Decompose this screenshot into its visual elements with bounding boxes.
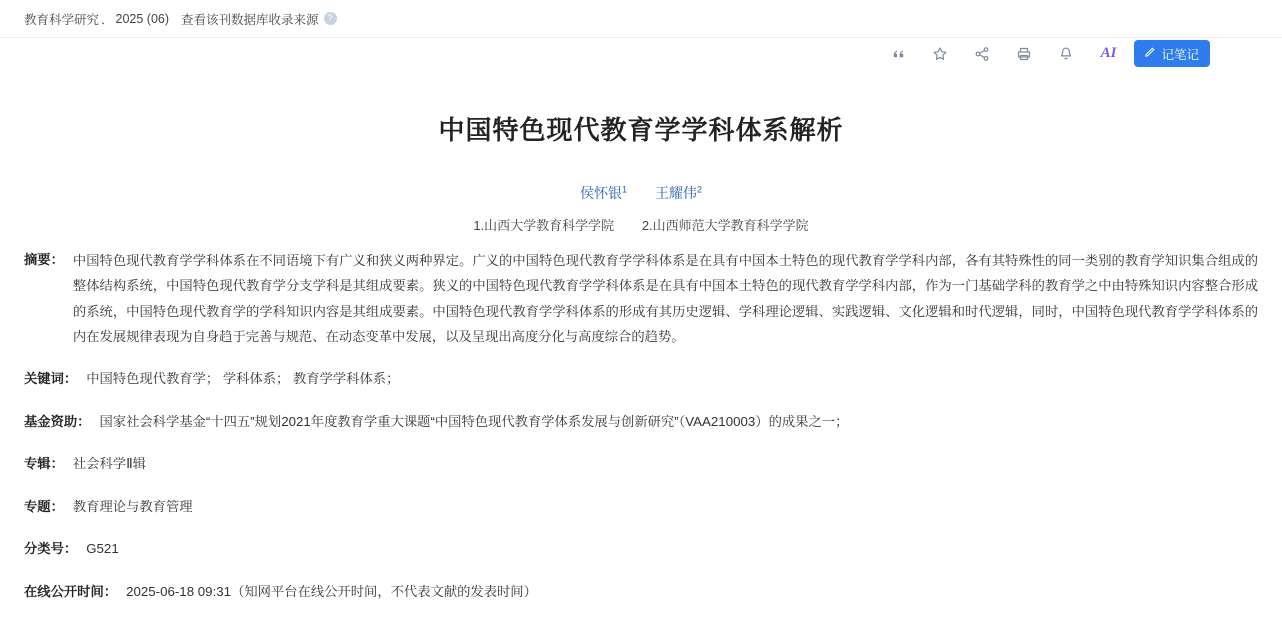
funding-label: 基金资助： xyxy=(24,413,91,429)
print-icon[interactable] xyxy=(1008,41,1040,67)
author-list xyxy=(0,183,1282,203)
collection-row xyxy=(24,452,1258,477)
classification-row xyxy=(24,537,1258,562)
collection-label: 专辑： xyxy=(24,456,64,472)
classification-text[interactable]: G521 xyxy=(86,541,119,557)
affiliation-1[interactable]: 1.山西大学教育科学学院 xyxy=(473,218,615,233)
funding-text[interactable]: 国家社会科学基金“十四五”规划2021年度教育学重大课题“中国特色现代教育学体系发展与创新研究”（VAA210003）的成果之一； xyxy=(99,413,849,429)
topic-row xyxy=(24,495,1258,520)
star-icon[interactable] xyxy=(924,41,956,67)
article-toolbar xyxy=(882,40,1210,67)
publish-time-label: 在线公开时间： xyxy=(24,583,118,599)
author-2[interactable]: 王耀伟$^2$ xyxy=(654,184,702,201)
author-1[interactable]: 侯怀银$^1$ xyxy=(580,184,628,201)
breadcrumb xyxy=(0,0,1282,38)
author-2-sup: 2 xyxy=(696,184,702,195)
topic-label: 专题： xyxy=(24,498,64,514)
keywords-label: 关键词： xyxy=(24,371,78,386)
abstract-text: 中国特色现代教育学学科体系在不同语境下有广义和狭义两种界定。广义的中国特色现代教育学学科体系是在具有中国本土特色的现代教育学学科内部，各有其特殊性的同一类别的教育学知识集合组成的整体结构系统，中国特色现代教育学分支学科是其组成要素。狭义的中国特色现代教育学学科体系是在具有中国本土特色的现代教育学学科内部，作为一门基础学科的教育学之中由特殊知识内容整合形成的系统，中国特色现代教育学的学科知识内容是其组成要素。中国特色现代教育学学科体系的形成有其历史逻辑、学科理论逻辑、实践逻辑、文化逻辑和时代逻辑，同时，中国特色现代教育学学科体系的内在发展规律表现为自身趋于完善与规范、在动态变革中发展，以及呈现出高度分化与高度综合的趋势。 xyxy=(72,253,1258,344)
quote-icon[interactable] xyxy=(882,41,914,67)
page-title: 中国特色现代教育学学科体系解析 xyxy=(438,115,844,145)
breadcrumb-issue[interactable]: 2025 (06) xyxy=(115,11,170,26)
ai-assistant-button[interactable]: AI xyxy=(1100,45,1117,61)
take-note-button[interactable] xyxy=(1134,40,1210,67)
collection-text[interactable]: 社会科学Ⅱ辑 xyxy=(72,456,146,472)
classification-label: 分类号： xyxy=(24,541,78,557)
abstract-label: 摘要： xyxy=(24,252,64,267)
bell-icon[interactable] xyxy=(1050,41,1082,67)
topic-text[interactable]: 教育理论与教育管理 xyxy=(72,498,193,514)
breadcrumb-separator: ． xyxy=(101,12,114,27)
abstract-row xyxy=(24,248,1258,349)
affiliation-2[interactable]: 2.山西师范大学教育科学学院 xyxy=(641,218,809,233)
share-icon[interactable] xyxy=(966,41,998,67)
database-source-link[interactable]: 查看该刊数据库收录来源 xyxy=(181,12,319,27)
publish-time-row xyxy=(24,580,1258,605)
publish-time-text: 2025-06-18 09:31（知网平台在线公开时间，不代表文献的发表时间） xyxy=(126,583,537,599)
funding-row xyxy=(24,410,1258,435)
pen-icon xyxy=(1143,46,1156,62)
breadcrumb-journal[interactable]: 教育科学研究 xyxy=(24,12,100,27)
take-note-label: 记笔记 xyxy=(1161,47,1199,62)
article-meta xyxy=(24,248,1258,623)
keywords-text[interactable]: 中国特色现代教育学； 学科体系； 教育学学科体系； xyxy=(86,371,400,386)
affiliation-list xyxy=(0,215,1282,234)
keywords-row xyxy=(24,367,1258,392)
author-1-sup: 1 xyxy=(622,184,628,195)
help-icon[interactable]: ? xyxy=(324,12,337,25)
